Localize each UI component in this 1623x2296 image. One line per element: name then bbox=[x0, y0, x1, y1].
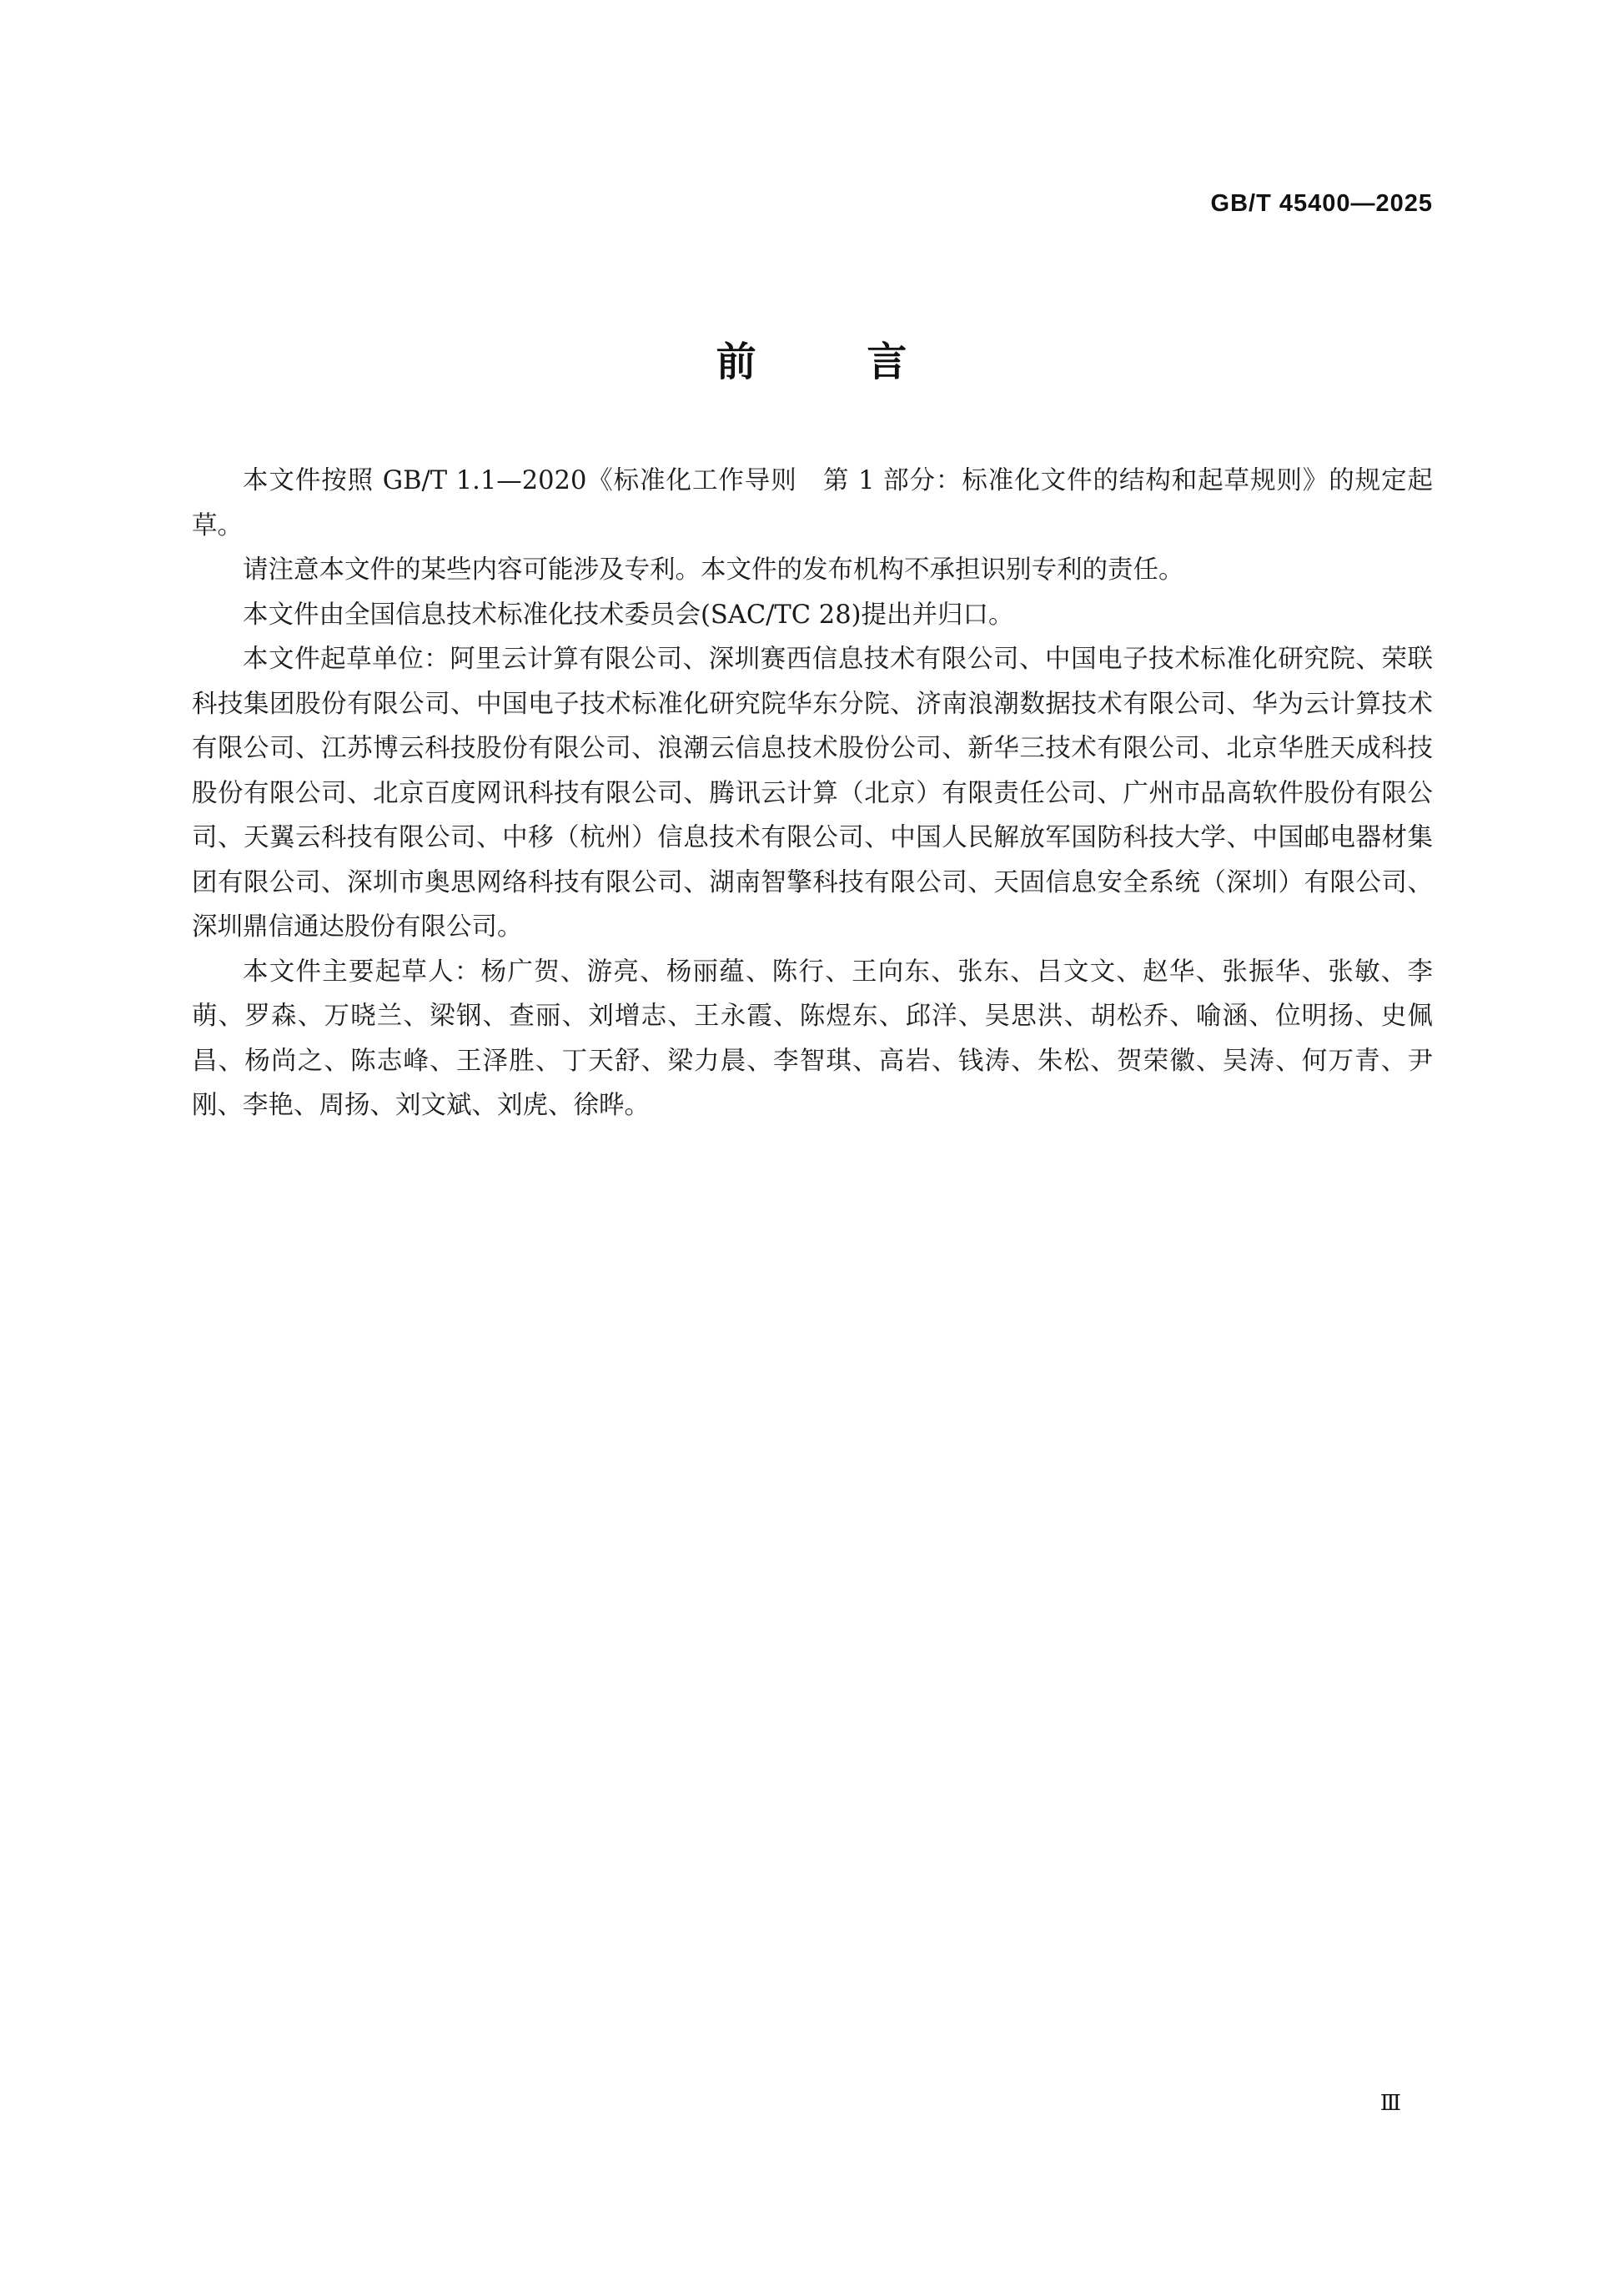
paragraph-proposer: 本文件由全国信息技术标准化技术委员会(SAC/TC 28)提出并归口。 bbox=[243, 600, 1014, 630]
paragraph-drafters: 本文件主要起草人：杨广贺、游亮、杨丽蕴、陈行、王向东、张东、吕文文、赵华、张振华、张敏、李萌、罗森、万晓兰、梁钢、查丽、刘增志、王永霞、陈煜东、邱洋、吴思洪、胡松乔、喻涵、位明扬、史佩昌、杨尚之、陈志峰、王泽胜、丁天舒、梁力晨、李智琪、高岩、钱涛、朱松、贺荣徽、吴涛、何万青、尹刚、李艳、周扬、刘文斌、刘虎、徐晔。 bbox=[192, 957, 1433, 1120]
paragraph-drafting-rules: 本文件按照 GB/T 1.1—2020《标准化工作导则 第 1 部分：标准化文件的结构和起草规则》的规定起草。 bbox=[192, 466, 1433, 540]
foreword-body bbox=[192, 459, 1433, 1128]
paragraph-drafting-units: 本文件起草单位：阿里云计算有限公司、深圳赛西信息技术有限公司、中国电子技术标准化研究院、荣联科技集团股份有限公司、中国电子技术标准化研究院华东分院、济南浪潮数据技术有限公司、华为云计算技术有限公司、江苏博云科技股份有限公司、浪潮云信息技术股份公司、新华三技术有限公司、北京华胜天成科技股份有限公司、北京百度网讯科技有限公司、腾讯云计算（北京）有限责任公司、广州市品高软件股份有限公司、天翼云科技有限公司、中移（杭州）信息技术有限公司、中国人民解放军国防科技大学、中国邮电器材集团有限公司、深圳市奥思网络科技有限公司、湖南智擎科技有限公司、天固信息安全系统（深圳）有限公司、深圳鼎信通达股份有限公司。 bbox=[192, 645, 1433, 942]
page-title: 前 言 bbox=[716, 339, 956, 385]
paragraph-patent-notice: 请注意本文件的某些内容可能涉及专利。本文件的发布机构不承担识别专利的责任。 bbox=[243, 555, 1184, 585]
page-number: Ⅲ bbox=[1379, 2091, 1401, 2116]
standard-number: GB/T 45400—2025 bbox=[1210, 190, 1433, 217]
